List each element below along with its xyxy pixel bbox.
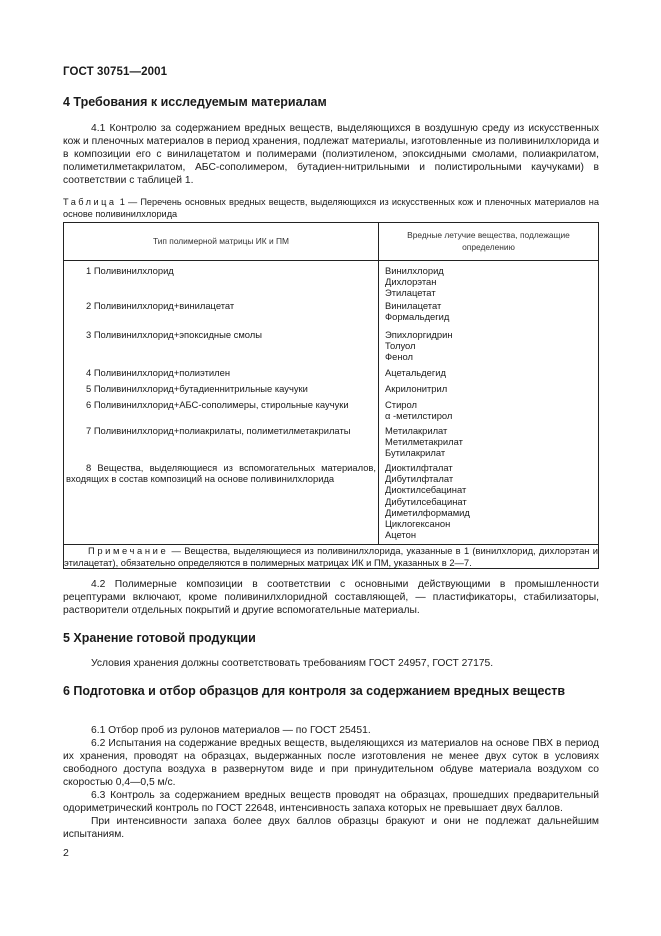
paragraph-6-3-text: 6.3 Контроль за содержанием вредных веществ проводят на образцах, прошедших предварительный одориметрический контроль по ГОСТ 22648, интенсивность запаха которых не превышает двух баллов. (63, 790, 599, 814)
substances-cell (379, 462, 598, 540)
paragraph-6-1-text: 6.1 Отбор проб из рулонов материалов — по ГОСТ 25451. (91, 725, 371, 736)
paragraph-5-1-text: Условия хранения должны соответствовать требованиям ГОСТ 24957, ГОСТ 27175. (91, 658, 494, 669)
substance-item: Фенол (385, 351, 413, 363)
substance-item: Ацетальдегид (385, 367, 446, 378)
paragraph-4-1 (63, 122, 599, 187)
table-note-text: — Вещества, выделяющиеся из поливинилхлорида, указанные в 1 (винилхлорид, дихлорэтан и этилацетат), обязательно определяются в полимерных матрицах ИК и ПМ, указанных в 2—7. (64, 545, 598, 568)
section-5-title: 5 Хранение готовой продукции (63, 631, 256, 645)
page-number: 2 (63, 847, 69, 859)
matrix-cell: 1 Поливинилхлорид (86, 265, 174, 276)
substance-item: Толуол (385, 340, 416, 352)
substances-cell (379, 425, 598, 462)
substance-item: Диоктилфталат (385, 462, 453, 473)
substance-item: Диоктилсебацинат (385, 484, 467, 496)
substance-item: Циклогексанон (385, 518, 451, 530)
matrix-cell: 7 Поливинилхлорид+полиакрилаты, полиметилметакрилаты (86, 425, 351, 436)
substance-item: Винилхлорид (385, 265, 444, 276)
substance-item: Винилацетат (385, 300, 442, 311)
paragraph-4-1-text: 4.1 Контролю за содержанием вредных веществ, выделяющихся в воздушную среду из искусственных кож и пленочных материалов в период хранения, подлежат материалы, изготовленные из поливинилхлорида и в композиции его с винилацетатом и полимерами (полиэтиленом, эпоксидными смолами, полиакрилатом, полиметилметакрилатом, АБС-сополимером, бутадиен-нитрильными и полистирольными каучуками) в соответствии с таблицей 1. (63, 123, 599, 186)
paragraph-4-2-text: 4.2 Полимерные композиции в соответствии с основными действующими в промышленности рецептурами включают, кроме поливинилхлоридной составляющей, — пластификаторы, стабилизаторы, растворители отдельных покрытий и другие вспомогательные материалы. (63, 579, 599, 616)
paragraph-6-4-text: При интенсивности запаха более двух баллов образцы бракуют и они не подлежат дальнейшим испытаниям. (63, 816, 599, 840)
substance-item: Дихлорэтан (385, 276, 437, 288)
document-code: ГОСТ 30751—2001 (63, 66, 168, 78)
substance-item: Ацетон (385, 529, 416, 541)
table-caption (63, 197, 599, 220)
substances-cell (379, 300, 598, 329)
substance-item: Метилметакрилат (385, 436, 463, 448)
table-header-substances: Вредные летучие вещества, подлежащие определению (379, 223, 599, 261)
substance-item: Диметилформамид (385, 506, 470, 518)
substances-column (379, 261, 599, 545)
substances-cell (379, 329, 598, 367)
paragraph-6-2-text: 6.2 Испытания на содержание вредных веществ, выделяющихся из материалов на основе ПВХ в период их хранения, проводят на образцах, выдержанных после изготовления не менее двух суток в условиях свободного доступа воздуха в развернутом виде и при принудительном обдуве материала воздухом со скоростью 0,4—0,5 м/с. (63, 738, 599, 788)
substance-item: Дибутилфталат (385, 473, 454, 485)
table-note-row (64, 545, 599, 569)
substances-table (63, 222, 599, 569)
substance-item: α -метилстирол (385, 410, 453, 422)
matrix-cell: 6 Поливинилхлорид+АБС-сополимеры, стирольные каучуки (86, 399, 349, 410)
substance-item: Этилацетат (385, 287, 436, 299)
section-6-title: 6 Подготовка и отбор образцов для контроля за содержанием вредных веществ (63, 684, 566, 698)
table-caption-text: 1 — Перечень основных вредных веществ, выделяющихся из искусственных кож и пленочных материалов на основе поливинилхлорида (63, 197, 599, 219)
matrix-cell: 4 Поливинилхлорид+полиэтилен (86, 367, 231, 378)
matrix-cell: 3 Поливинилхлорид+эпоксидные смолы (86, 329, 263, 340)
table-body-row (64, 261, 599, 545)
substances-cell (379, 383, 598, 399)
matrix-cell: 8 Вещества, выделяющиеся из вспомогательных материалов, входящих в состав композиций на основе поливинилхлорида (66, 462, 376, 485)
section-6-body (63, 724, 599, 841)
substance-item: Формальдегид (385, 311, 450, 323)
table-note-label: Примечание (88, 545, 169, 557)
matrix-column (64, 261, 379, 545)
matrix-cell: 5 Поливинилхлорид+бутадиеннитрильные каучуки (86, 383, 308, 394)
table-header-matrix: Тип полимерной матрицы ИК и ПМ (64, 223, 379, 261)
table-header-row (64, 223, 599, 261)
substance-item: Дибутилсебацинат (385, 495, 467, 507)
substance-item: Метилакрилат (385, 425, 448, 436)
substances-cell (379, 399, 598, 425)
substance-item: Эпихлоргидрин (385, 329, 453, 340)
matrix-cell: 2 Поливинилхлорид+винилацетат (86, 300, 235, 311)
substance-item: Стирол (385, 399, 417, 410)
section-4-title: 4 Требования к исследуемым материалам (63, 95, 327, 109)
paragraph-5-1 (63, 657, 599, 670)
substances-cell (379, 367, 598, 383)
substances-cell (379, 265, 598, 300)
table-caption-label: Таблица (63, 197, 117, 207)
substance-item: Акрилонитрил (385, 383, 448, 394)
table-note (64, 545, 599, 569)
substance-item: Бутилакрилат (385, 447, 446, 459)
paragraph-4-2 (63, 578, 599, 617)
